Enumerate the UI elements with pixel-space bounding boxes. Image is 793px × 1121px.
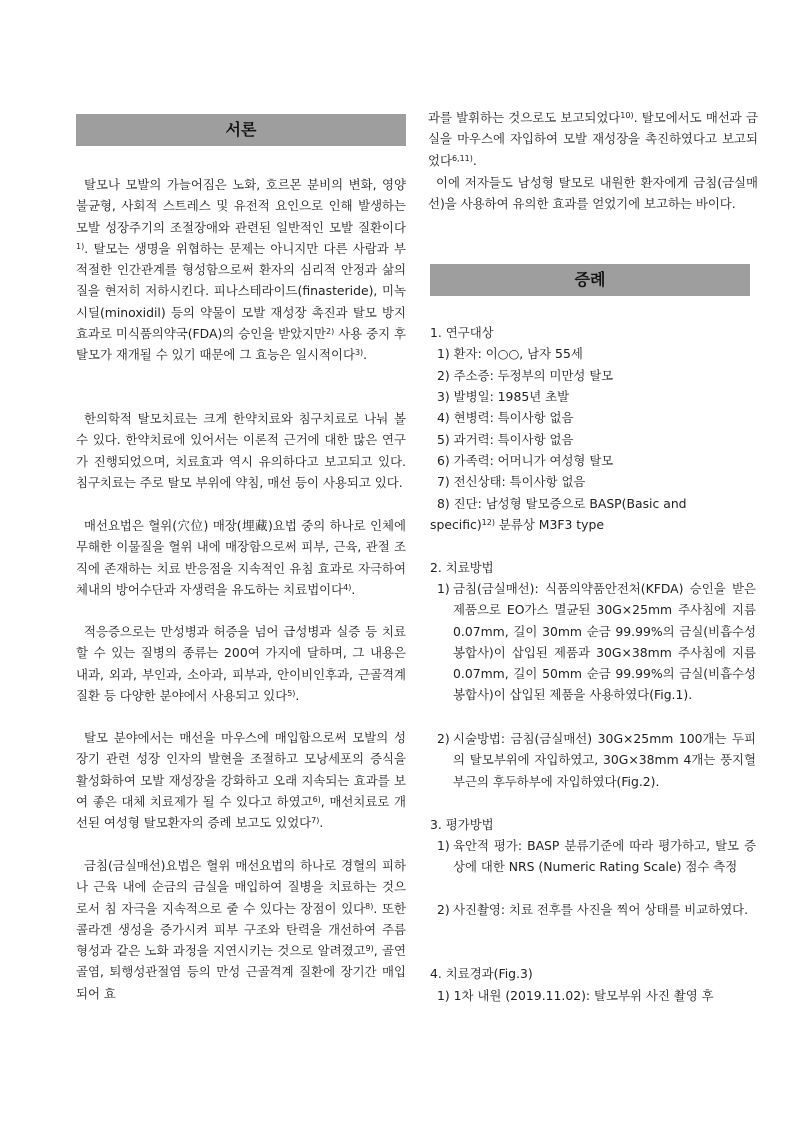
list-item: 6) 가족력: 어머니가 여성형 탈모 [437, 453, 614, 468]
list-item: 1) 1차 내원 (2019.11.02): 탈모부위 사진 촬영 후 [437, 988, 714, 1003]
intro-heading: 서론 [76, 114, 406, 146]
list-number: 1) [437, 838, 450, 853]
citation-ref: 1) [76, 241, 85, 251]
section-title-subjects: 1. 연구대상 [430, 325, 494, 340]
citation-ref: 12) [481, 518, 495, 527]
evaluation-item-visual: 육안적 평가: BASP 분류기준에 따라 평가하고, 탈모 증상에 대한 NRS (Numeric Rating Scale) 점수 측정 [453, 838, 756, 875]
intro-paragraph-1: 탈모나 모발의 가늘어짐은 노화, 호르몬 분비의 변화, 영양 불균형, 사회적 스트레스 및 유전적 요인으로 인해 발생하는 모발 성장주기의 조절장애와 관련된 일반적인 모발 질환이다$^{1)}$. 탈모는 생명을 위협하는 문제는 아니지만 다른 사람과 부적절한 인간관계를 형성함으로써 환자의 심리적 안정과 삶의 질을 현저히 저하시킨다. 피나스테라이드(finasteride), 미녹시딜(minoxidil) 등의 약물이 모발 재성장 촉진과 탈모 방지 효과로 미식품의약국(FDA)의 승인을 받았지만$^{2)}$ 사용 중지 후 탈모가 재개될 수 있기 때문에 그 효능은 일시적이다$^{3)}$. [76, 177, 406, 363]
citation-ref: 8) [365, 901, 374, 911]
intro-paragraph-3: 매선요법은 혈위(穴位) 매장(埋藏)요법 중의 하나로 인체에 무해한 이물질을 혈위 내에 매장함으로써 피부, 근육, 관절 조직에 존재하는 치료 반응점을 지속적인 유침 효과로 자극하여 체내의 방어수단과 자생력을 유도하는 치료법이다$^{4)}$. [76, 518, 406, 597]
list-item: 2) 주소증: 두정부의 미만성 탈모 [437, 368, 614, 383]
citation-ref: 6,11) [451, 153, 473, 163]
intro-paragraph-2: 한의학적 탈모치료는 크게 한약치료와 침구치료로 나눠 볼 수 있다. 한약치료에 있어서는 이론적 근거에 대한 많은 연구가 진행되었으며, 치료효과 역시 유의하다고 보고되고 있다. 침구치료는 주로 탈모 부위에 약침, 매선 등이 사용되고 있다. [76, 411, 406, 490]
section-title-methods: 2. 치료방법 [430, 560, 494, 575]
intro-paragraph-4: 적응증으로는 만성병과 허증을 넘어 급성병과 실증 등 치료할 수 있는 질병의 종류는 200여 가지에 달하며, 그 내용은 내과, 외과, 부인과, 소아과, 피부과, 안이비인후과, 근골격계 질환 등 다양한 분야에서 사용되고 있다$^{5)}$. [76, 624, 406, 703]
section-title-evaluation: 3. 평가방법 [430, 817, 494, 832]
citation-ref: 3) [354, 348, 364, 358]
citation-ref: 10) [620, 111, 634, 120]
citation-ref: 6) [312, 794, 321, 804]
citation-ref: 5) [287, 688, 296, 698]
section-title-progress: 4. 치료경과(Fig.3) [430, 966, 533, 981]
method-item-goldthread: 금침(금실매선): 식품의약품안전처(KFDA) 승인을 받은 제품으로 EO가스 멸균된 30G×25mm 주사침에 지름 0.07mm, 길이 30mm 순금 99.99%의 금실(비흡수성봉합사)이 삽입된 제품과 30G×38mm 주사침에 지름 0.07mm, 길이 50mm 순금 99.99%의 금실(비흡수성봉합사)이 삽입된 제품을 사용하였다(Fig.1). [453, 581, 756, 703]
intro-paragraph-6: 금침(금실매선)요법은 혈위 매선요법의 하나로 경혈의 피하나 근육 내에 순금의 금실을 매입하여 질병을 치료하는 것으로서 침 자극을 지속적으로 줄 수 있다는 장점이 있다$^{8)}$. 또한 콜라겐 생성을 증가시켜 피부 구조와 탄력을 개선하여 주름 형성과 같은 노화 과정을 지연시키는 것으로 알려졌고$^{9)}$, 골연골염, 퇴행성관절염 등의 만성 근골격계 질환에 장기간 매입되어 효 [76, 858, 406, 1001]
list-number: 2) [437, 731, 450, 746]
citation-ref: 9) [365, 944, 374, 954]
citation-ref: 2) [326, 327, 335, 337]
list-number: 1) [437, 581, 450, 596]
method-item-procedure: 시술방법: 금침(금실매선) 30G×25mm 100개는 두피의 탈모부위에 자입하였고, 30G×38mm 4개는 풍지혈 부근의 후두하부에 자입하였다(Fig.2). [453, 731, 756, 789]
intro-paragraph-7: 이에 저자들도 남성형 탈모로 내원한 환자에게 금침(금실매선)을 사용하여 유의한 효과를 얻었기에 보고하는 바이다. [428, 175, 758, 212]
list-item: 7) 전신상태: 특이사항 없음 [437, 474, 586, 489]
case-heading: 증례 [430, 264, 750, 296]
list-item: 8) 진단: 남성형 탈모증으로 BASP(Basic and [437, 496, 687, 511]
list-item: 5) 과거력: 특이사항 없음 [437, 432, 574, 447]
citation-ref: 4) [343, 582, 352, 592]
intro-paragraph-continued: 과를 발휘하는 것으로도 보고되었다$^{10)}$. 탈모에서도 매선과 금실을 마우스에 자입하여 모발 재성장을 촉진하였다고 보고되었다$^{6,11)}$. [428, 110, 758, 168]
list-item: 1) 환자: 이○○, 남자 55세 [437, 346, 583, 361]
list-item-continued: specific)$^{12)}$ 분류상 M3F3 type [430, 517, 604, 532]
list-number: 2) [437, 902, 450, 917]
citation-ref: 7) [311, 816, 320, 826]
evaluation-item-photo: 사진촬영: 치료 전후를 사진을 찍어 상태를 비교하였다. [453, 902, 749, 917]
list-item: 4) 현병력: 특이사항 없음 [437, 410, 574, 425]
intro-paragraph-5: 탈모 분야에서는 매선을 마우스에 매입함으로써 모발의 성장기 관련 성장 인자의 발현을 조절하고 모낭세포의 증식을 활성화하여 모발 재성장을 강화하고 오래 지속되는 효과를 보여 좋은 대체 치료제가 될 수 있다고 하였고$^{6)}$, 매선치료로 개선된 여성형 탈모환자의 증례 보고도 있었다$^{7)}$. [76, 730, 406, 831]
list-item: 3) 발병일: 1985년 초발 [437, 389, 570, 404]
